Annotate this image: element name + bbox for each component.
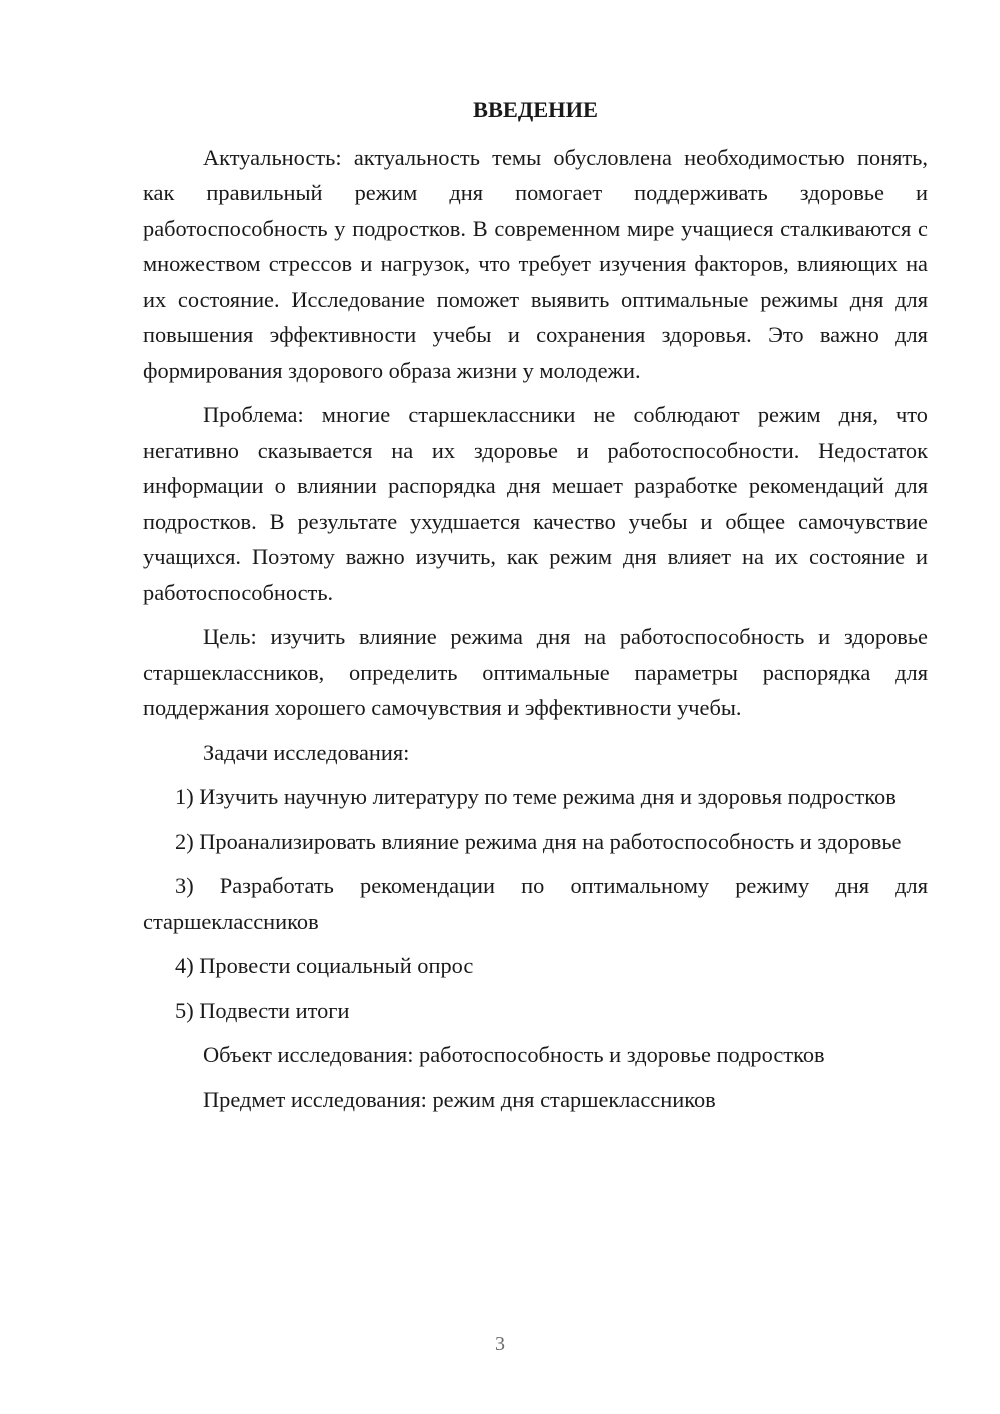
task-item: 1) Изучить научную литературу по теме режима дня и здоровья подростков [175,784,896,809]
page-number: 3 [495,1333,505,1355]
task-item: 5) Подвести итоги [175,997,350,1023]
tasks-heading: Задачи исследования: [203,739,410,765]
task-item: 2) Проанализировать влияние режима дня на работоспособность и здоровье [175,828,902,854]
research-object: Объект исследования: работоспособность и здоровье подростков [203,1042,825,1067]
page-title: ВВЕДЕНИЕ [473,97,598,122]
goal-paragraph: Цель: изучить влияние режима дня на работоспособность и здоровье старшеклассников, определить оптимальные параметры распорядка для поддержания хорошего самочувствия и эффективности учебы. [143,624,928,720]
relevance-paragraph: Актуальность: актуальность темы обусловлена необходимостью понять, как правильный режим дня помогает поддерживать здоровье и работоспособность у подростков. В современном мире учащиеся сталкиваются с множеством стрессов и нагрузок, что требует изучения факторов, влияющих на их состояние. Исследование поможет выявить оптимальные режимы дня для повышения эффективности учебы и сохранения здоровья. Это важно для формирования здорового образа жизни у молодежи. [143,144,928,383]
page-content [143,92,928,1126]
research-subject: Предмет исследования: режим дня старшеклассников [203,1086,716,1112]
problem-paragraph: Проблема: многие старшеклассники не соблюдают режим дня, что негативно сказывается на их здоровье и работоспособности. Недостаток информации о влиянии распорядка дня мешает разработке рекомендаций для подростков. В результате ухудшается качество учебы и общее самочувствие учащихся. Поэтому важно изучить, как режим дня влияет на их состояние и работоспособность. [143,402,928,605]
task-item: 3) Разработать рекомендации по оптимальному режиму дня для старшеклассников [143,873,928,934]
task-item: 4) Провести социальный опрос [175,953,474,978]
